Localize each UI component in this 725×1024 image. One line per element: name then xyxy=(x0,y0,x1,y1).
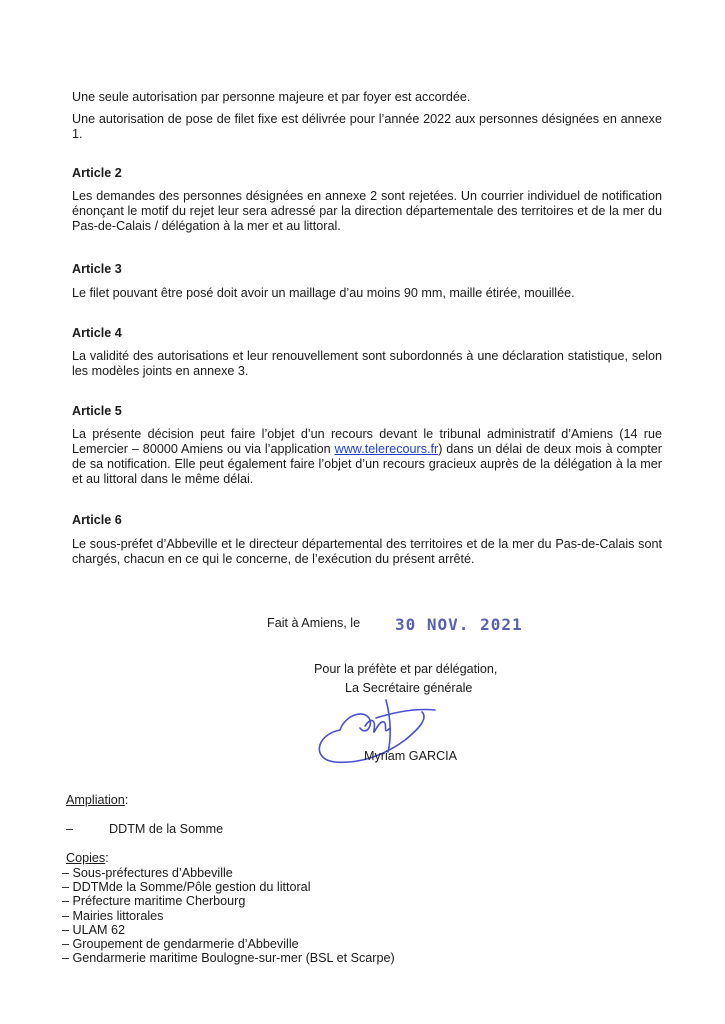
article-3-text: Le filet pouvant être posé doit avoir un maillage d’au moins 90 mm, maille étirée, mouillée. xyxy=(72,286,575,300)
copies-list xyxy=(62,866,395,965)
date-stamp: 30 NOV. 2021 xyxy=(395,615,523,634)
copies-item: – Sous-préfectures d’Abbeville xyxy=(62,866,233,880)
place-line: Fait à Amiens, le xyxy=(267,616,361,630)
copies-item: – Préfecture maritime Cherbourg xyxy=(62,894,246,909)
copies-item: – ULAM 62 xyxy=(62,922,125,937)
telerecours-link[interactable]: www.telerecours.fr xyxy=(334,442,439,456)
copies-item: – Groupement de gendarmerie d’Abbeville xyxy=(62,937,299,952)
copies-item: – Mairies littorales xyxy=(62,908,164,923)
article-5-text xyxy=(72,427,662,487)
article-6-text: Le sous-préfet d’Abbeville et le directeur départemental des territoires et de la mer du Pas-de-Calais sont chargés, chacun en ce qui le concerne, de l’exécution du présent arrêté. xyxy=(72,537,662,566)
article-5-text-end: ) dans un délai de deux mois à compter de sa notification. Elle peut également faire l’objet d’un recours gracieux auprès de la délégation à la mer et au littoral dans le même délai. xyxy=(72,442,663,486)
article-6-heading: Article 6 xyxy=(72,513,122,527)
article-2-heading: Article 2 xyxy=(72,166,122,180)
ampliation-colon: : xyxy=(124,793,129,807)
ampliation-dash: – xyxy=(66,822,74,836)
secretary-role: La Secrétaire générale xyxy=(345,681,473,695)
article-5-text-start: La présente décision peut faire l’objet d’un recours devant le tribunal administratif d’Amiens (14 rue Lemercier – 80000 Amiens ou via l’application xyxy=(72,427,662,456)
intro-paragraph-2: Une autorisation de pose de filet fixe est délivrée pour l’année 2022 aux personnes désignées en annexe 1. xyxy=(72,112,662,141)
ampliation-recipient: DDTM de la Somme xyxy=(109,822,224,836)
intro-paragraph-1: Une seule autorisation par personne majeure et par foyer est accordée. xyxy=(72,90,471,104)
ampliation-heading xyxy=(66,793,128,808)
article-2-text: Les demandes des personnes désignées en annexe 2 sont rejetées. Un courrier individuel de notification énonçant le motif du rejet leur sera adressé par la direction départementale des territoires et de la mer du Pas-de-Calais / délégation à la mer et au littoral. xyxy=(72,189,662,233)
copies-label: Copies xyxy=(66,851,106,865)
article-3-heading: Article 3 xyxy=(72,262,122,276)
article-4-text: La validité des autorisations et leur renouvellement sont subordonnés à une déclaration statistique, selon les modèles joints en annexe 3. xyxy=(72,349,662,378)
copies-item: – DDTMde la Somme/Pôle gestion du littoral xyxy=(62,880,311,895)
copies-item: – Gendarmerie maritime Boulogne-sur-mer (BSL et Scarpe) xyxy=(62,951,395,966)
ampliation-label: Ampliation xyxy=(66,793,125,807)
article-4-heading: Article 4 xyxy=(72,326,122,340)
copies-heading xyxy=(66,851,109,866)
article-5-heading: Article 5 xyxy=(72,404,122,418)
delegation-line: Pour la préfète et par délégation, xyxy=(314,662,498,676)
copies-colon: : xyxy=(105,851,109,865)
signer-name: Myriam GARCIA xyxy=(364,749,458,763)
ampliation-item xyxy=(66,822,223,837)
